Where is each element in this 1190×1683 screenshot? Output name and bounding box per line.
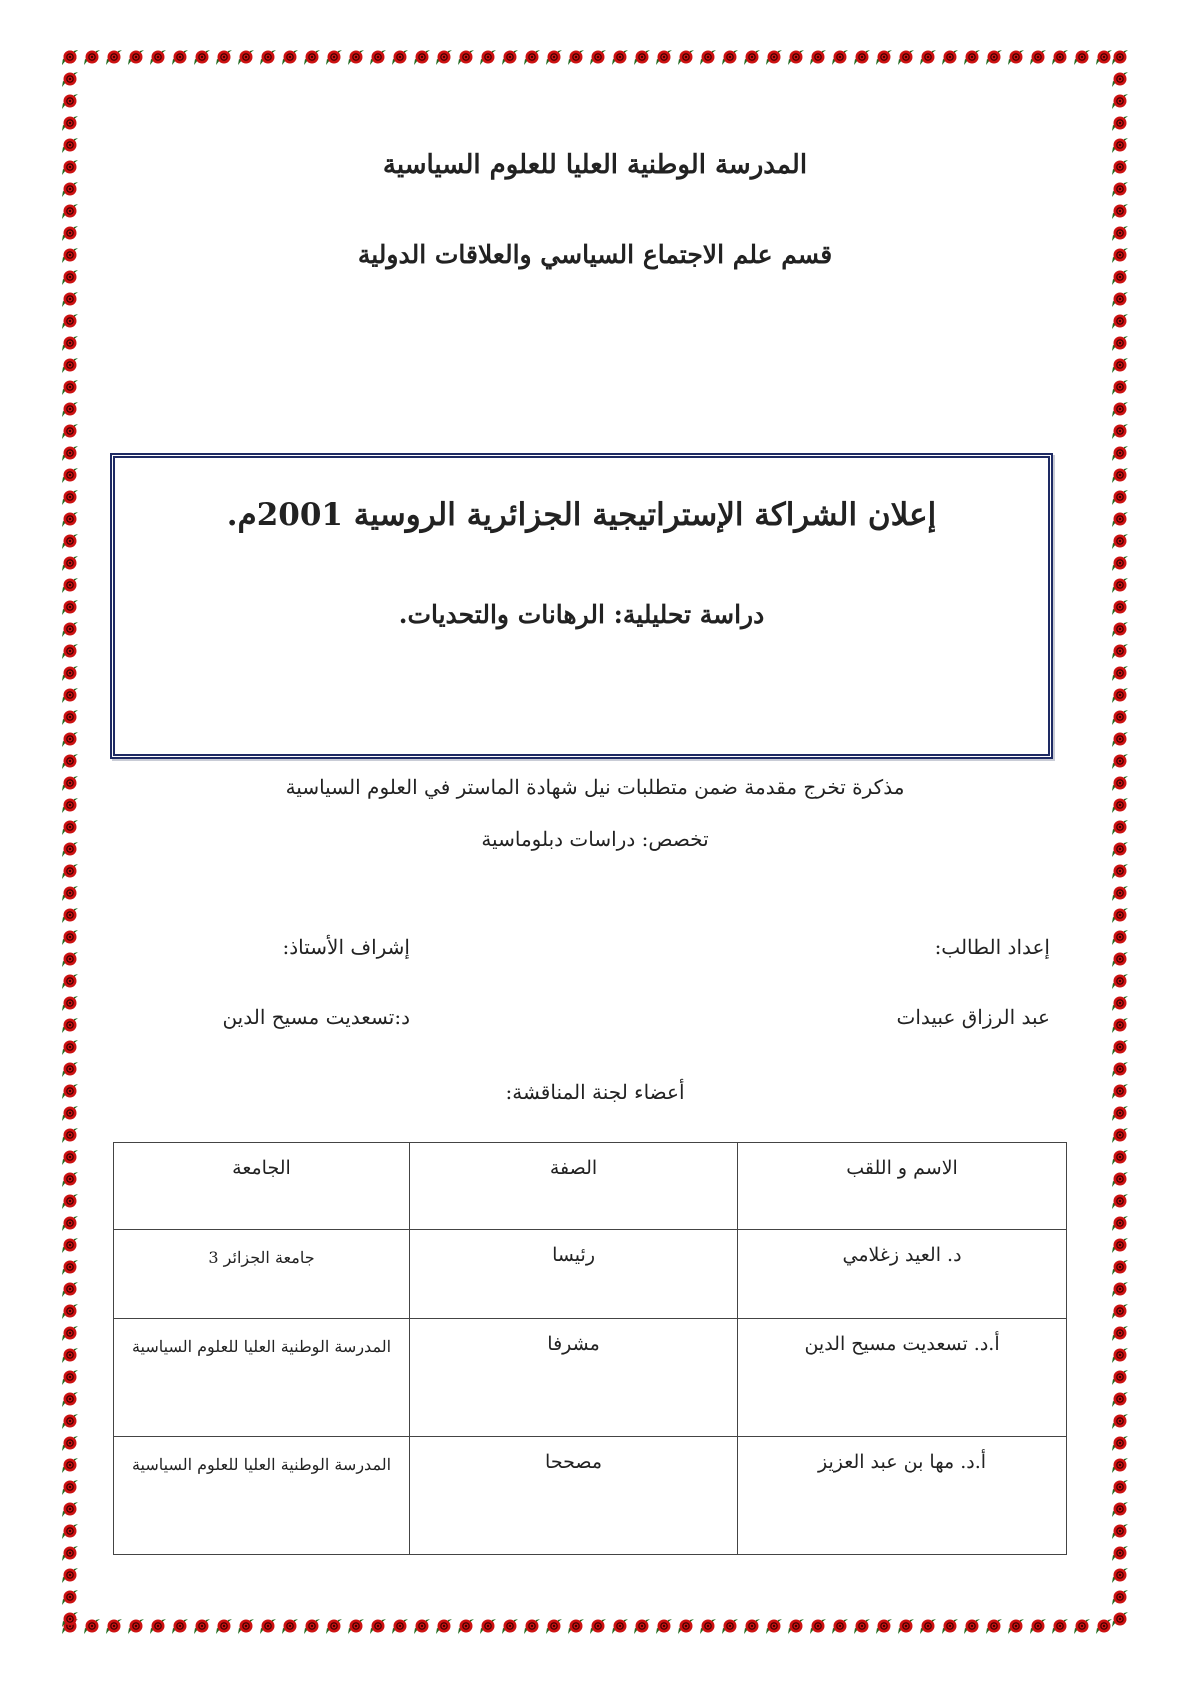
rose-ornament-icon	[390, 47, 410, 67]
rose-ornament-icon	[60, 1587, 80, 1607]
rose-ornament-icon	[1110, 1125, 1130, 1145]
rose-ornament-icon	[1072, 47, 1092, 67]
rose-ornament-icon	[412, 1616, 432, 1636]
rose-ornament-icon	[786, 1616, 806, 1636]
rose-ornament-icon	[390, 1616, 410, 1636]
rose-ornament-icon	[1110, 1543, 1130, 1563]
rose-ornament-icon	[1110, 575, 1130, 595]
rose-ornament-icon	[324, 1616, 344, 1636]
table-row	[114, 1230, 1067, 1319]
rose-ornament-icon	[60, 1367, 80, 1387]
rose-ornament-icon	[104, 47, 124, 67]
rose-ornament-icon	[60, 1103, 80, 1123]
rose-ornament-icon	[1110, 531, 1130, 551]
rose-ornament-icon	[456, 47, 476, 67]
rose-ornament-icon	[60, 443, 80, 463]
rose-ornament-icon	[566, 1616, 586, 1636]
rose-ornament-icon	[786, 47, 806, 67]
rose-ornament-icon	[1072, 1616, 1092, 1636]
rose-ornament-icon	[60, 1499, 80, 1519]
rose-ornament-icon	[1110, 1411, 1130, 1431]
rose-ornament-icon	[1110, 267, 1130, 287]
rose-ornament-icon	[764, 47, 784, 67]
rose-ornament-icon	[1110, 311, 1130, 331]
rose-ornament-icon	[192, 1616, 212, 1636]
rose-ornament-icon	[632, 1616, 652, 1636]
rose-ornament-icon	[720, 1616, 740, 1636]
rose-ornament-icon	[1110, 421, 1130, 441]
rose-ornament-icon	[1110, 927, 1130, 947]
rose-ornament-icon	[60, 619, 80, 639]
rose-ornament-icon	[60, 69, 80, 89]
rose-ornament-icon	[1110, 1499, 1130, 1519]
committee-table	[113, 1142, 1067, 1555]
rose-ornament-icon	[1050, 47, 1070, 67]
rose-ornament-icon	[896, 47, 916, 67]
rose-ornament-icon	[82, 47, 102, 67]
rose-ornament-icon	[1110, 685, 1130, 705]
rose-ornament-icon	[60, 861, 80, 881]
rose-ornament-icon	[60, 905, 80, 925]
rose-ornament-icon	[126, 1616, 146, 1636]
rose-ornament-icon	[368, 47, 388, 67]
member-university: المدرسة الوطنية العليا للعلوم السياسية	[114, 1437, 410, 1555]
rose-ornament-icon	[214, 47, 234, 67]
header-name: الاسم و اللقب	[738, 1143, 1067, 1230]
rose-ornament-icon	[1110, 1059, 1130, 1079]
rose-ornament-icon	[1110, 1609, 1130, 1629]
rose-ornament-icon	[874, 47, 894, 67]
rose-ornament-icon	[962, 1616, 982, 1636]
member-university: جامعة الجزائر 3	[114, 1230, 410, 1319]
rose-ornament-icon	[1006, 1616, 1026, 1636]
rose-ornament-icon	[60, 333, 80, 353]
rose-ornament-icon	[1110, 729, 1130, 749]
rose-ornament-icon	[60, 1543, 80, 1563]
rose-ornament-icon	[60, 509, 80, 529]
rose-ornament-icon	[368, 1616, 388, 1636]
member-role: رئيسا	[409, 1230, 737, 1319]
rose-ornament-icon	[1110, 971, 1130, 991]
rose-ornament-icon	[610, 47, 630, 67]
table-row	[114, 1319, 1067, 1437]
rose-ornament-icon	[962, 47, 982, 67]
rose-ornament-icon	[588, 47, 608, 67]
rose-ornament-icon	[1110, 905, 1130, 925]
rose-ornament-icon	[896, 1616, 916, 1636]
rose-ornament-icon	[1110, 1565, 1130, 1585]
header-university: الجامعة	[114, 1143, 410, 1230]
member-name: أ.د. مها بن عبد العزيز	[738, 1437, 1067, 1555]
rose-ornament-icon	[1110, 1235, 1130, 1255]
rose-ornament-icon	[984, 47, 1004, 67]
rose-ornament-icon	[60, 685, 80, 705]
student-label: إعداد الطالب:	[934, 935, 1050, 959]
rose-ornament-icon	[60, 883, 80, 903]
rose-ornament-icon	[60, 993, 80, 1013]
rose-ornament-icon	[60, 1125, 80, 1145]
rose-ornament-icon	[1110, 1477, 1130, 1497]
rose-ornament-icon	[1110, 1345, 1130, 1365]
rose-ornament-icon	[60, 1059, 80, 1079]
rose-ornament-icon	[1110, 1301, 1130, 1321]
rose-ornament-icon	[1028, 47, 1048, 67]
rose-ornament-icon	[1050, 1616, 1070, 1636]
rose-ornament-icon	[1110, 1433, 1130, 1453]
rose-ornament-icon	[1110, 377, 1130, 397]
rose-ornament-icon	[654, 47, 674, 67]
specialty: تخصص: دراسات دبلوماسية	[481, 827, 709, 851]
rose-ornament-icon	[60, 1433, 80, 1453]
rose-ornament-icon	[60, 47, 80, 67]
table-row	[114, 1437, 1067, 1555]
rose-ornament-icon	[1110, 1521, 1130, 1541]
rose-ornament-icon	[60, 179, 80, 199]
rose-ornament-icon	[60, 1565, 80, 1585]
rose-ornament-icon	[478, 1616, 498, 1636]
rose-ornament-icon	[632, 47, 652, 67]
thesis-subtitle: دراسة تحليلية: الرهانات والتحديات.	[398, 600, 765, 629]
rose-ornament-icon	[104, 1616, 124, 1636]
rose-ornament-icon	[1110, 1213, 1130, 1233]
rose-ornament-icon	[1110, 399, 1130, 419]
rose-ornament-icon	[434, 47, 454, 67]
rose-ornament-icon	[412, 47, 432, 67]
rose-ornament-icon	[434, 1616, 454, 1636]
rose-ornament-icon	[1110, 201, 1130, 221]
committee-title: أعضاء لجنة المناقشة:	[505, 1080, 685, 1104]
rose-ornament-icon	[1110, 91, 1130, 111]
rose-ornament-icon	[1110, 113, 1130, 133]
rose-ornament-icon	[984, 1616, 1004, 1636]
rose-ornament-icon	[60, 421, 80, 441]
rose-ornament-icon	[280, 47, 300, 67]
rose-ornament-icon	[654, 1616, 674, 1636]
rose-ornament-icon	[60, 311, 80, 331]
rose-ornament-icon	[1110, 597, 1130, 617]
supervisor-name: د:تسعديت مسيح الدين	[222, 1005, 410, 1029]
rose-ornament-icon	[60, 1015, 80, 1035]
rose-ornament-icon	[60, 1037, 80, 1057]
rose-ornament-icon	[346, 1616, 366, 1636]
rose-ornament-icon	[1110, 1279, 1130, 1299]
rose-ornament-icon	[346, 47, 366, 67]
thesis-title: إعلان الشراكة الإستراتيجية الجزائرية الروسية 2001م.	[226, 497, 937, 533]
rose-ornament-icon	[1110, 443, 1130, 463]
rose-ornament-icon	[60, 1323, 80, 1343]
rose-ornament-icon	[500, 47, 520, 67]
rose-ornament-icon	[1110, 465, 1130, 485]
rose-ornament-icon	[1110, 993, 1130, 1013]
rose-ornament-icon	[1110, 509, 1130, 529]
rose-ornament-icon	[588, 1616, 608, 1636]
member-role: مشرفا	[409, 1319, 737, 1437]
rose-ornament-icon	[698, 1616, 718, 1636]
rose-ornament-icon	[60, 289, 80, 309]
page-border-bottom	[60, 1616, 1114, 1636]
rose-ornament-icon	[522, 1616, 542, 1636]
rose-ornament-icon	[60, 1477, 80, 1497]
rose-ornament-icon	[60, 553, 80, 573]
rose-ornament-icon	[808, 47, 828, 67]
rose-ornament-icon	[1110, 663, 1130, 683]
rose-ornament-icon	[1110, 949, 1130, 969]
rose-ornament-icon	[1110, 619, 1130, 639]
rose-ornament-icon	[1110, 1169, 1130, 1189]
rose-ornament-icon	[1110, 1257, 1130, 1277]
rose-ornament-icon	[236, 47, 256, 67]
rose-ornament-icon	[60, 1235, 80, 1255]
rose-ornament-icon	[1110, 355, 1130, 375]
rose-ornament-icon	[1110, 751, 1130, 771]
rose-ornament-icon	[60, 663, 80, 683]
rose-ornament-icon	[60, 531, 80, 551]
page-border-top	[60, 47, 1114, 67]
rose-ornament-icon	[60, 1147, 80, 1167]
rose-ornament-icon	[236, 1616, 256, 1636]
table-header-row	[114, 1143, 1067, 1230]
rose-ornament-icon	[830, 47, 850, 67]
rose-ornament-icon	[1110, 1389, 1130, 1409]
member-role: مصححا	[409, 1437, 737, 1555]
rose-ornament-icon	[60, 1411, 80, 1431]
rose-ornament-icon	[60, 1345, 80, 1365]
rose-ornament-icon	[82, 1616, 102, 1636]
rose-ornament-icon	[1110, 883, 1130, 903]
rose-ornament-icon	[324, 47, 344, 67]
rose-ornament-icon	[302, 1616, 322, 1636]
rose-ornament-icon	[60, 1257, 80, 1277]
thesis-note: مذكرة تخرج مقدمة ضمن متطلبات نيل شهادة الماستر في العلوم السياسية	[285, 775, 905, 799]
rose-ornament-icon	[60, 487, 80, 507]
rose-ornament-icon	[302, 47, 322, 67]
rose-ornament-icon	[60, 91, 80, 111]
rose-ornament-icon	[60, 597, 80, 617]
school-name: المدرسة الوطنية العليا للعلوم السياسية	[382, 150, 808, 180]
rose-ornament-icon	[60, 1279, 80, 1299]
rose-ornament-icon	[1110, 289, 1130, 309]
rose-ornament-icon	[720, 47, 740, 67]
rose-ornament-icon	[1110, 1587, 1130, 1607]
rose-ornament-icon	[1110, 1147, 1130, 1167]
rose-ornament-icon	[830, 1616, 850, 1636]
department-name: قسم علم الاجتماع السياسي والعلاقات الدولية	[357, 240, 833, 269]
rose-ornament-icon	[456, 1616, 476, 1636]
rose-ornament-icon	[918, 47, 938, 67]
student-name: عبد الرزاق عبيدات	[896, 1005, 1050, 1029]
rose-ornament-icon	[1110, 1191, 1130, 1211]
rose-ornament-icon	[544, 47, 564, 67]
rose-ornament-icon	[60, 641, 80, 661]
rose-ornament-icon	[60, 1389, 80, 1409]
rose-ornament-icon	[60, 707, 80, 727]
rose-ornament-icon	[764, 1616, 784, 1636]
rose-ornament-icon	[1006, 47, 1026, 67]
rose-ornament-icon	[60, 1521, 80, 1541]
rose-ornament-icon	[258, 47, 278, 67]
rose-ornament-icon	[60, 267, 80, 287]
rose-ornament-icon	[918, 1616, 938, 1636]
rose-ornament-icon	[698, 47, 718, 67]
rose-ornament-icon	[60, 575, 80, 595]
rose-ornament-icon	[610, 1616, 630, 1636]
rose-ornament-icon	[126, 47, 146, 67]
rose-ornament-icon	[1110, 861, 1130, 881]
rose-ornament-icon	[60, 1609, 80, 1629]
rose-ornament-icon	[676, 47, 696, 67]
rose-ornament-icon	[148, 1616, 168, 1636]
rose-ornament-icon	[60, 729, 80, 749]
rose-ornament-icon	[60, 971, 80, 991]
rose-ornament-icon	[1110, 1037, 1130, 1057]
rose-ornament-icon	[1110, 707, 1130, 727]
rose-ornament-icon	[60, 1301, 80, 1321]
rose-ornament-icon	[742, 1616, 762, 1636]
rose-ornament-icon	[1110, 179, 1130, 199]
rose-ornament-icon	[1110, 69, 1130, 89]
rose-ornament-icon	[60, 751, 80, 771]
member-name: د. العيد زغلامي	[738, 1230, 1067, 1319]
rose-ornament-icon	[1110, 333, 1130, 353]
rose-ornament-icon	[170, 1616, 190, 1636]
rose-ornament-icon	[60, 1213, 80, 1233]
rose-ornament-icon	[214, 1616, 234, 1636]
rose-ornament-icon	[60, 1455, 80, 1475]
rose-ornament-icon	[192, 47, 212, 67]
rose-ornament-icon	[60, 113, 80, 133]
rose-ornament-icon	[60, 465, 80, 485]
rose-ornament-icon	[280, 1616, 300, 1636]
rose-ornament-icon	[1110, 1015, 1130, 1035]
rose-ornament-icon	[1028, 1616, 1048, 1636]
supervisor-label: إشراف الأستاذ:	[282, 935, 410, 959]
rose-ornament-icon	[676, 1616, 696, 1636]
rose-ornament-icon	[258, 1616, 278, 1636]
rose-ornament-icon	[1110, 1367, 1130, 1387]
rose-ornament-icon	[60, 1169, 80, 1189]
rose-ornament-icon	[566, 47, 586, 67]
rose-ornament-icon	[522, 47, 542, 67]
rose-ornament-icon	[1110, 487, 1130, 507]
rose-ornament-icon	[1110, 641, 1130, 661]
member-university: المدرسة الوطنية العليا للعلوم السياسية	[114, 1319, 410, 1437]
rose-ornament-icon	[852, 47, 872, 67]
rose-ornament-icon	[148, 47, 168, 67]
rose-ornament-icon	[874, 1616, 894, 1636]
rose-ornament-icon	[1110, 553, 1130, 573]
header-role: الصفة	[409, 1143, 737, 1230]
rose-ornament-icon	[60, 201, 80, 221]
rose-ornament-icon	[60, 949, 80, 969]
rose-ornament-icon	[60, 1191, 80, 1211]
rose-ornament-icon	[1110, 1103, 1130, 1123]
rose-ornament-icon	[852, 1616, 872, 1636]
rose-ornament-icon	[500, 1616, 520, 1636]
rose-ornament-icon	[1110, 1323, 1130, 1343]
member-name: أ.د. تسعديت مسيح الدين	[738, 1319, 1067, 1437]
rose-ornament-icon	[60, 399, 80, 419]
rose-ornament-icon	[544, 1616, 564, 1636]
rose-ornament-icon	[940, 47, 960, 67]
rose-ornament-icon	[742, 47, 762, 67]
rose-ornament-icon	[1110, 47, 1130, 67]
rose-ornament-icon	[60, 927, 80, 947]
rose-ornament-icon	[60, 377, 80, 397]
rose-ornament-icon	[170, 47, 190, 67]
rose-ornament-icon	[60, 355, 80, 375]
rose-ornament-icon	[1110, 1455, 1130, 1475]
rose-ornament-icon	[940, 1616, 960, 1636]
rose-ornament-icon	[808, 1616, 828, 1636]
rose-ornament-icon	[478, 47, 498, 67]
